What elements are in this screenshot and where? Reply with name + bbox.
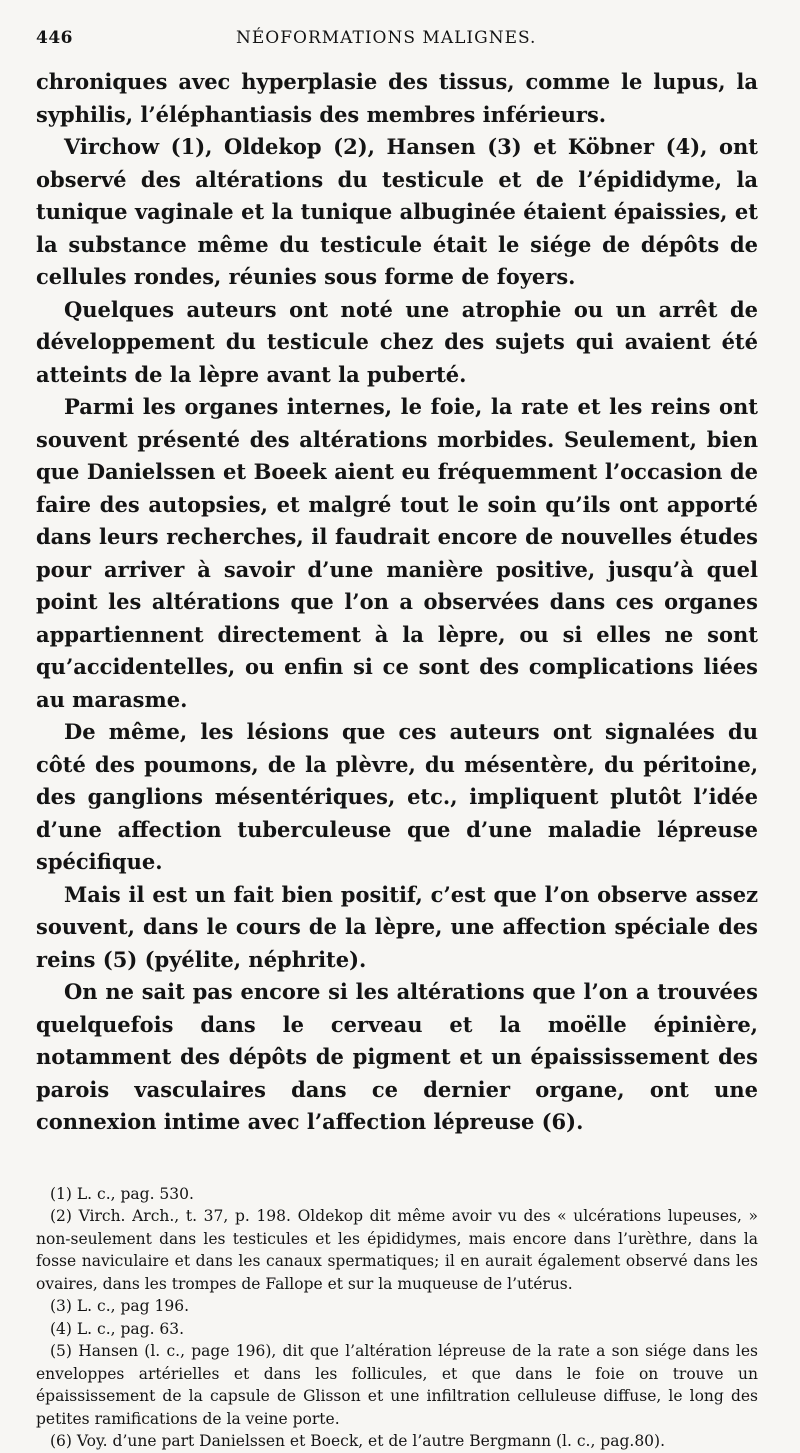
running-head <box>36 28 758 62</box>
paragraph-3: Quelques auteurs ont noté une atrophie ou un arrêt de développement du testicule chez des sujets qui avaient été atteints de la lèpre avant la puberté. <box>36 296 758 387</box>
paragraph-1: chroniques avec hyperplasie des tissus, comme le lupus, la syphilis, l’éléphantiasis des membres inférieurs. <box>36 69 758 127</box>
body-text <box>36 66 758 1139</box>
footnotes <box>36 1183 758 1453</box>
footnote-6: (6) Voy. d’une part Danielssen et Boeck, et de l’autre Bergmann (l. c., pag.80). <box>50 1432 666 1450</box>
footnote-5: (5) Hansen (l. c., page 196), dit que l’altération lépreuse de la rate a son siége dans les enveloppes artérielles et dans les follicules, et que dans le foie on trouve un épaississement de la capsule de Glisson et une infiltration celluleuse diffuse, le long des petites ramifications de la veine porte. <box>36 1342 758 1428</box>
footnote-3: (3) L. c., pag 196. <box>50 1297 190 1315</box>
paragraph-4: Parmi les organes internes, le foie, la rate et les reins ont souvent présenté des altérations morbides. Seulement, bien que Danielssen et Boeek aient eu fréquemment l’occasion de faire des autopsies, et malgré tout le soin qu’ils ont apporté dans leurs recherches, il faudrait encore de nouvelles études pour arriver à savoir d’une manière positive, jusqu’à quel point les altérations que l’on a observées dans ces organes appartiennent directement à la lèpre, ou si elles ne sont qu’accidentelles, ou enfin si ce sont des complications liées au marasme. <box>36 394 758 712</box>
page-number: 446 <box>36 28 73 48</box>
paragraph-6: Mais il est un fait bien positif, c’est que l’on observe assez souvent, dans le cours de la lèpre, une affection spéciale des reins (5) (pyélite, néphrite). <box>36 881 758 972</box>
footnote-2: (2) Virch. Arch., t. 37, p. 198. Oldekop dit même avoir vu des « ulcérations lupeuses, » non-seulement dans les testicules et les épididymes, mais encore dans l’urèthre, dans la fosse naviculaire et dans les canaux spermatiques; il en aurait également observé dans les ovaires, dans les trompes de Fallope et sur la muqueuse de l’utérus. <box>36 1207 758 1293</box>
footnote-4: (4) L. c., pag. 63. <box>50 1319 185 1338</box>
running-title: NÉOFORMATIONS MALIGNES. <box>236 28 537 48</box>
paragraph-5: De même, les lésions que ces auteurs ont signalées du côté des poumons, de la plèvre, du mésentère, du péritoine, des ganglions mésentériques, etc., impliquent plutôt l’idée d’une affection tuberculeuse que d’une maladie lépreuse spécifique. <box>36 719 758 874</box>
paragraph-2: Virchow (1), Oldekop (2), Hansen (3) et Köbner (4), ont observé des altérations du testicule et de l’épididyme, la tunique vaginale et la tunique albuginée étaient épaissies, et la substance même du testicule était le siége de dépôts de cellules rondes, réunies sous forme de foyers. <box>36 134 758 289</box>
footnote-1: (1) L. c., pag. 530. <box>50 1184 194 1203</box>
paragraph-7: On ne sait pas encore si les altérations que l’on a trouvées quelquefois dans le cerveau et la moëlle épinière, notamment des dépôts de pigment et un épaississement des parois vasculaires dans ce dernier organe, ont une connexion intime avec l’affection lépreuse (6). <box>36 979 758 1134</box>
